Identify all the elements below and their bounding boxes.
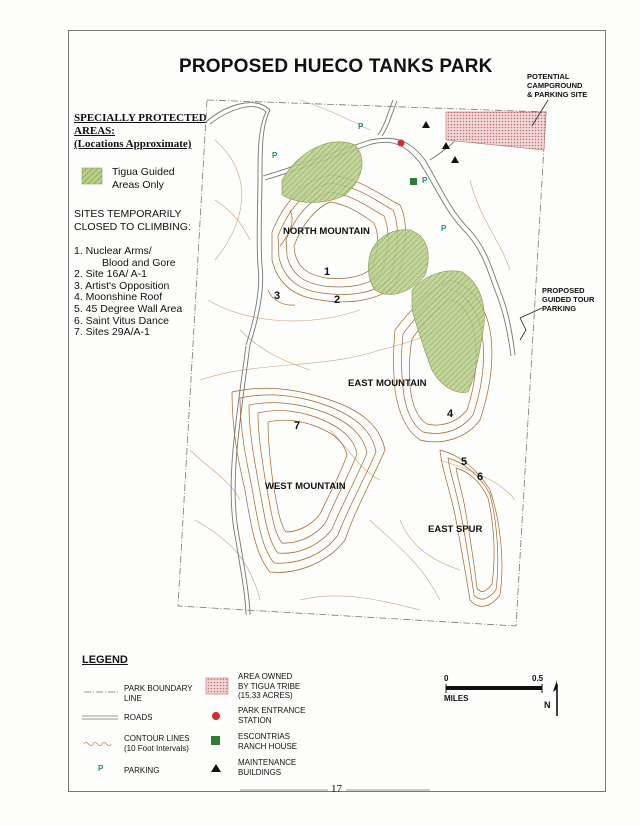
- protected-heading-line: AREAS:: [74, 125, 115, 137]
- campground-annotation: [527, 72, 587, 99]
- guided-label-line: Tigua Guided: [112, 166, 175, 178]
- closed-site-item: 5. 45 Degree Wall Area: [74, 302, 183, 315]
- legend-line: CONTOUR LINES: [124, 734, 190, 743]
- east-mountain-label: EAST MOUNTAIN: [348, 378, 427, 389]
- annotation-line: PROPOSED: [542, 286, 585, 295]
- legend-parking: PARKING: [124, 766, 160, 775]
- legend-line: PARK BOUNDARY: [124, 684, 193, 693]
- north-arrow-icon: [553, 680, 557, 716]
- scale-bar: [446, 684, 542, 693]
- annotation-line: PARKING: [542, 304, 577, 313]
- closed-site-item: 2. Site 16A/ A-1: [74, 268, 147, 281]
- north-label: N: [544, 700, 551, 710]
- parking-marker: P: [441, 224, 447, 233]
- legend-line: (10 Foot Intervals): [124, 743, 189, 753]
- legend-roads-symbol: [82, 716, 118, 719]
- scale-half-mile: 0.5: [532, 674, 544, 683]
- annotation-line: GUIDED TOUR: [542, 295, 595, 304]
- annotation-line: POTENTIAL: [527, 72, 570, 81]
- parking-marker: P: [422, 176, 428, 185]
- guided-areas: [282, 142, 484, 393]
- legend-entrance-station: [238, 706, 305, 725]
- legend-line: PARK ENTRANCE: [238, 706, 306, 715]
- park-entrance-station: [398, 140, 405, 147]
- parking-marker: P: [272, 151, 278, 160]
- legend-ranch-symbol: [211, 736, 220, 745]
- closed-sites-heading: [74, 208, 191, 233]
- legend-tigua-area-symbol: [206, 678, 228, 694]
- legend-ranch-house: [238, 732, 297, 751]
- legend-line: BY TIGUA TRIBE: [238, 681, 301, 691]
- guided-label-line: Areas Only: [112, 178, 164, 191]
- site-number-7: 7: [294, 420, 301, 432]
- legend-contour-symbol: [84, 742, 111, 745]
- parking-marker: P: [358, 122, 364, 131]
- legend-line: ESCONTRIAS: [238, 732, 291, 741]
- west-mountain-label: WEST MOUNTAIN: [265, 481, 346, 492]
- annotation-line: CAMPGROUND: [527, 81, 583, 90]
- protected-heading-line: (Locations Approximate): [74, 138, 192, 150]
- site-number-6: 6: [477, 471, 484, 483]
- site-number-4: 4: [447, 408, 454, 420]
- closed-site-item: 6. Saint Vitus Dance: [74, 314, 169, 327]
- east-spur-label: EAST SPUR: [428, 524, 483, 535]
- legend-park-boundary: [124, 684, 193, 703]
- north-mountain-label: NORTH MOUNTAIN: [283, 226, 370, 237]
- protected-heading-line: SPECIALLY PROTECTED: [74, 112, 207, 124]
- legend-line: RANCH HOUSE: [238, 741, 298, 751]
- guided-area-swatch: [82, 168, 102, 184]
- page-title: PROPOSED HUECO TANKS PARK: [179, 56, 493, 77]
- site-number-2: 2: [334, 294, 341, 306]
- tigua-owned-area: [446, 112, 546, 150]
- closed-sites-list: [74, 246, 182, 339]
- annotation-line: & PARKING SITE: [527, 90, 588, 99]
- legend-line: (15.33 ACRES): [238, 691, 293, 700]
- site-number-5: 5: [461, 456, 468, 468]
- legend-tigua-area: [238, 672, 300, 701]
- legend-line: AREA OWNED: [238, 672, 293, 681]
- legend-parking-symbol: P: [98, 764, 104, 773]
- site-number-1: 1: [324, 266, 331, 278]
- closed-site-item: 4. Moonshine Roof: [74, 291, 163, 304]
- legend-line: LINE: [124, 693, 142, 703]
- legend-line: STATION: [238, 715, 272, 725]
- scale-zero: 0: [444, 674, 449, 683]
- scale-unit: MILES: [444, 694, 469, 703]
- guided-area-label: [112, 166, 175, 191]
- guided-parking-annotation: [542, 286, 594, 313]
- legend-line: BUILDINGS: [238, 767, 282, 777]
- closed-site-item: 3. Artist's Opposition: [74, 279, 170, 292]
- closed-site-item: 7. Sites 29A/A-1: [74, 326, 150, 339]
- site-number-3: 3: [274, 290, 281, 302]
- closed-heading-line: SITES TEMPORARILY: [74, 208, 182, 220]
- legend-line: MAINTENANCE: [238, 758, 297, 767]
- legend-maintenance-symbol: [211, 764, 221, 772]
- legend-heading: LEGEND: [82, 654, 128, 666]
- escontrias-ranch-house: [410, 178, 417, 185]
- legend-maintenance: [238, 758, 296, 777]
- page-number: 17: [331, 783, 342, 795]
- closed-heading-line: CLOSED TO CLIMBING:: [74, 220, 191, 233]
- closed-site-item: 1. Nuclear Arms/: [74, 245, 152, 257]
- legend-entrance-symbol: [212, 712, 220, 720]
- closed-site-item: Blood and Gore: [102, 256, 176, 269]
- legend-contour-lines: [124, 734, 190, 753]
- legend-roads: ROADS: [124, 713, 153, 722]
- park-boundary-line: [178, 100, 546, 626]
